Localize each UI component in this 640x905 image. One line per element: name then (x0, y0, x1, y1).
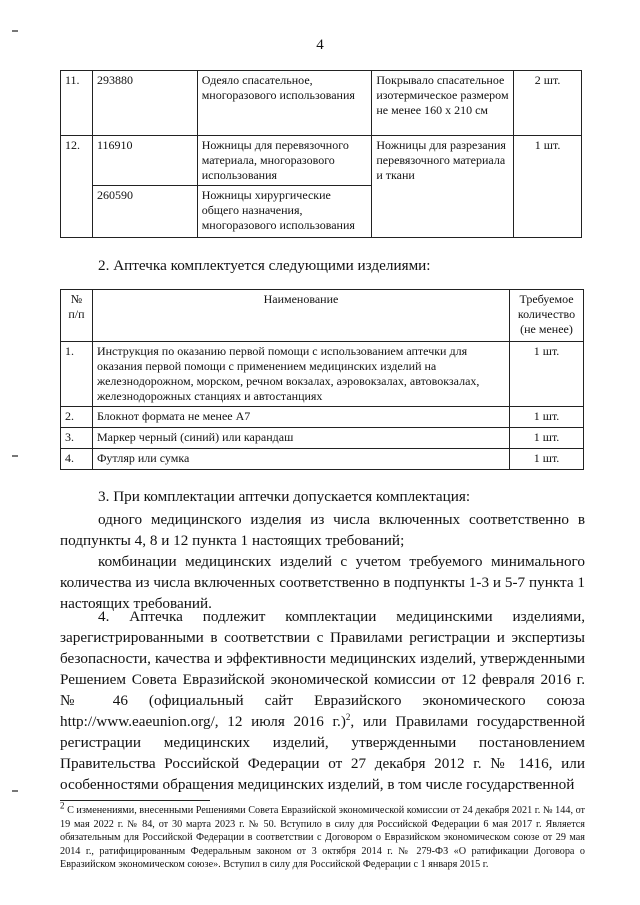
header-number: № п/п (61, 290, 93, 342)
row-number: 1. (61, 342, 93, 407)
table-row (61, 136, 582, 186)
footnote-reference: 2 (345, 711, 351, 722)
equipment-table-continued (60, 70, 582, 238)
row-number: 11. (61, 71, 93, 136)
section-4-text-b: , или Правилами государственной регистрации медицинских изделий, утвержденными постановлением Правительства Российской Федерации от 27 декабря 2012 г. № 1416, или особенностями обращения медицинских изделий, в том числе государственной (60, 713, 585, 793)
item-quantity: 1 шт. (510, 449, 584, 470)
margin-mark (12, 30, 18, 32)
product-code: 260590 (92, 186, 197, 238)
page-number: 4 (316, 37, 324, 53)
product-code: 116910 (92, 136, 197, 186)
item-quantity: 1 шт. (510, 407, 584, 428)
row-number: 2. (61, 407, 93, 428)
product-description: Ножницы для разрезания перевязочного материала и ткани (372, 136, 514, 238)
product-name: Ножницы для перевязочного материала, многоразового использования (197, 136, 372, 186)
row-number: 3. (61, 428, 93, 449)
section-3-heading: 3. При комплектации аптечки допускается комплектация: (98, 488, 471, 505)
item-name: Инструкция по оказанию первой помощи с использованием аптечки для оказания первой помощи с применением медицинских изделий на железнодорожном, морском, речном вокзалах, аэровокзалах, автовокзалах, железнодорожных станциях и автостанциях (92, 342, 509, 407)
item-name: Маркер черный (синий) или карандаш (92, 428, 509, 449)
table-row (61, 449, 584, 470)
header-quantity: Требуемое количество (не менее) (510, 290, 584, 342)
row-number: 4. (61, 449, 93, 470)
table-header-row (61, 290, 584, 342)
margin-mark (12, 790, 18, 792)
footnote-separator (60, 800, 210, 801)
table-row (61, 342, 584, 407)
item-quantity: 1 шт. (510, 342, 584, 407)
row-number: 12. (61, 136, 93, 238)
table-row (61, 71, 582, 136)
item-name: Футляр или сумка (92, 449, 509, 470)
section-4-paragraph (60, 606, 585, 795)
section-2-heading: 2. Аптечка комплектуется следующими изделиями: (98, 257, 431, 274)
product-name: Ножницы хирургические общего назначения, многоразового использования (197, 186, 372, 238)
footnote (60, 800, 585, 872)
item-quantity: 1 шт. (510, 428, 584, 449)
product-quantity: 2 шт. (514, 71, 582, 136)
section-4-text-a: 4. Аптечка подлежит комплектации медицинскими изделиями, зарегистрированными в соответствии с Правилами регистрации и экспертизы безопасности, качества и эффективности медицинских изделий, утвержденными Решением Совета Евразийской экономической комиссии от 12 февраля 2016 г. № 46 (официальный сайт Евразийского экономического союза http://www.eaeunion.org/, 12 июля 2016 г.) (60, 608, 585, 730)
product-name: Одеяло спасательное, многоразового использования (197, 71, 372, 136)
table-row (61, 407, 584, 428)
product-description: Покрывало спасательное изотермическое размером не менее 160 x 210 см (372, 71, 514, 136)
table-row (61, 428, 584, 449)
section-3-paragraph-2: комбинации медицинских изделий с учетом требуемого минимального количества из числа включенных соответственно в подпункты 1-3 и 5-7 пункта 1 настоящих требований. (60, 553, 585, 612)
product-quantity: 1 шт. (514, 136, 582, 238)
item-name: Блокнот формата не менее А7 (92, 407, 509, 428)
margin-mark (12, 455, 18, 457)
header-name: Наименование (92, 290, 509, 342)
product-code: 293880 (92, 71, 197, 136)
footnote-text: С изменениями, внесенными Решениями Совета Евразийской экономической комиссии от 24 декабря 2021 г. № 144, от 19 мая 2022 г. № 84, от 30 марта 2023 г. № 50. Вступило в силу для Российской Федерации 6 мая 2017 г. Является обязательным для Российской Федерации в соответствии с Договором о Евразийском экономическом союзе от 29 мая 2014 г., ратифицированным Федеральным законом от 3 октября 2014 г. № 279-ФЗ «О ратификации Договора о Евразийском экономическом союзе». Вступил в силу для Российской Федерации с 1 января 2015 г. (60, 805, 585, 870)
section-3-paragraph-1: одного медицинского изделия из числа включенных соответственно в подпункты 4, 8 и 12 пункта 1 настоящих требований; (60, 511, 585, 549)
footnote-mark: 2 (60, 800, 65, 811)
kit-contents-table (60, 289, 584, 470)
